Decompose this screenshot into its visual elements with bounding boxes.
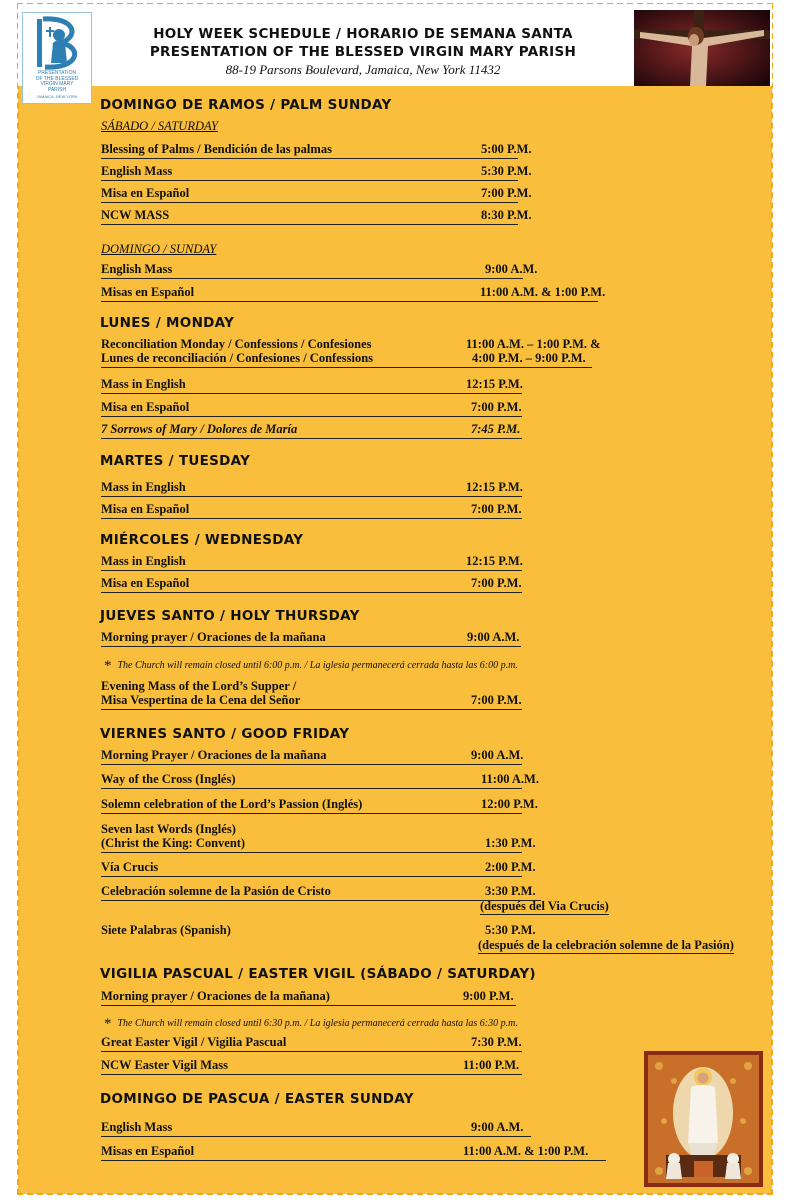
event-name: Mass in English (101, 554, 186, 568)
event-name: English Mass (101, 1120, 173, 1134)
event-name: Seven last Words (Inglés) (101, 822, 236, 836)
note-text: The Church will remain closed until 6:00 p.m. / La iglesia permanecerá cerrada hasta las 6:00 p.m. (117, 660, 518, 671)
event-name: Way of the Cross (Inglés) (101, 772, 236, 786)
schedule-row (101, 400, 522, 417)
event-name: Blessing of Palms / Bendición de las palmas (101, 142, 332, 156)
closure-note (104, 656, 518, 673)
event-name: Misa en Español (101, 186, 190, 200)
event-time: 2:00 P.M. (485, 860, 536, 874)
event-time: 7:00 P.M. (481, 186, 532, 200)
logo-line: OF THE BLESSED (35, 75, 79, 82)
event-name: English Mass (101, 262, 173, 276)
event-name: Lunes de reconciliación / Confesiones / Confessions (101, 351, 374, 365)
event-time: 11:00 A.M. & 1:00 P.M. (480, 285, 606, 299)
event-time: 8:30 P.M. (481, 208, 532, 222)
schedule-row (101, 1120, 531, 1137)
event-time: 5:30 P.M. (481, 164, 532, 178)
event-time: 11:00 A.M. & 1:00 P.M. (463, 1144, 589, 1158)
event-name: Misa en Español (101, 502, 190, 516)
event-time: 12:15 P.M. (466, 554, 523, 568)
sunday-label: DOMINGO / SUNDAY (101, 242, 217, 256)
event-time: 12:15 P.M. (466, 377, 523, 391)
section-title-holy-thursday: JUEVES SANTO / HOLY THURSDAY (100, 608, 360, 624)
logo-line: PARISH (47, 86, 67, 93)
event-name: Evening Mass of the Lord’s Supper / (101, 679, 297, 693)
section-title-tuesday: MARTES / TUESDAY (100, 453, 251, 469)
event-time: 4:00 P.M. – 9:00 P.M. (472, 351, 586, 365)
event-name: Siete Palabras (Spanish) (101, 923, 231, 937)
event-name: English Mass (101, 164, 173, 178)
celebracion-note: (después del Via Crucis) (480, 899, 609, 913)
section-title-wednesday: MIÉRCOLES / WEDNESDAY (100, 532, 304, 548)
event-time: 9:00 A.M. (471, 1120, 524, 1134)
schedule-row (101, 377, 522, 394)
event-time: 3:30 P.M. (485, 884, 536, 898)
event-name: Mass in English (101, 377, 186, 391)
event-name: Reconciliation Monday / Confessions / Confesiones (101, 337, 372, 351)
resurrection-icon-image (644, 1051, 763, 1187)
schedule-row-seven-words (101, 822, 536, 853)
event-time: 11:00 A.M. (481, 772, 539, 786)
event-time: 7:00 P.M. (471, 576, 522, 590)
schedule-row (101, 748, 522, 765)
schedule-row (101, 1058, 522, 1075)
schedule-row-siete (101, 923, 536, 939)
schedule-row (101, 797, 538, 814)
event-time: 1:30 P.M. (485, 836, 536, 850)
event-name: 7 Sorrows of Mary / Dolores de María (101, 422, 298, 436)
event-time: 12:15 P.M. (466, 480, 523, 494)
parish-address: 88-19 Parsons Boulevard, Jamaica, New York 11432 (225, 62, 501, 77)
event-time: 11:00 A.M. – 1:00 P.M. & (466, 337, 601, 351)
event-time: 7:30 P.M. (471, 1035, 522, 1049)
schedule-row-reconciliation (101, 337, 601, 368)
header (18, 4, 772, 99)
section-title-monday: LUNES / MONDAY (100, 315, 235, 331)
schedule-row (101, 554, 522, 571)
logo-line: PRESENTATION (37, 70, 77, 76)
event-name: (Christ the King: Convent) (101, 836, 246, 850)
schedule-row (101, 480, 522, 497)
saturday-label: SÁBADO / SATURDAY (101, 119, 218, 133)
schedule-row (101, 772, 539, 789)
event-time: 9:00 P.M. (463, 989, 514, 1003)
event-name: Misas en Español (101, 1144, 195, 1158)
event-time: 5:00 P.M. (481, 142, 532, 156)
madonna-logo-icon (23, 13, 91, 71)
crucifix-image (634, 10, 770, 86)
schedule-row (101, 630, 521, 647)
event-name: NCW Easter Vigil Mass (101, 1058, 228, 1072)
event-time: 9:00 A.M. (485, 262, 538, 276)
section-title-palm-sunday: DOMINGO DE RAMOS / PALM SUNDAY (100, 97, 392, 113)
schedule-row (101, 1144, 606, 1161)
event-name: Misa en Español (101, 400, 190, 414)
crucifix-icon (634, 10, 770, 86)
schedule-row-celebracion (101, 884, 541, 901)
note-text: The Church will remain closed until 6:30 p.m. / La iglesia permanecerá cerrada hasta las 6:30 p.m. (117, 1018, 518, 1029)
event-time: 11:00 P.M. (463, 1058, 520, 1072)
schedule-title: HOLY WEEK SCHEDULE / HORARIO DE SEMANA SANTA (153, 26, 573, 42)
event-time: 7:45 P.M. (471, 422, 521, 436)
event-time: 5:30 P.M. (485, 923, 536, 937)
event-time: 9:00 A.M. (467, 630, 520, 644)
section-title-good-friday: VIERNES SANTO / GOOD FRIDAY (100, 726, 350, 742)
schedule-row (101, 576, 522, 593)
schedule-row (101, 262, 538, 279)
logo-line: VIRGIN MARY (40, 81, 74, 87)
event-name: Mass in English (101, 480, 186, 494)
event-name: Morning Prayer / Oraciones de la mañana (101, 748, 327, 762)
schedule-row (101, 422, 522, 439)
event-name: Solemn celebration of the Lord’s Passion (Inglés) (101, 797, 363, 811)
event-time: 12:00 P.M. (481, 797, 538, 811)
schedule-row (101, 860, 536, 877)
schedule-row (101, 989, 516, 1006)
schedule-row (101, 142, 532, 159)
asterisk: * (104, 1016, 112, 1032)
logo-text (23, 71, 91, 100)
event-time: 7:00 P.M. (471, 502, 522, 516)
section-title-easter-sunday: DOMINGO DE PASCUA / EASTER SUNDAY (100, 1091, 414, 1107)
resurrection-icon (644, 1051, 763, 1187)
schedule-row (101, 502, 522, 519)
logo-line: JAMAICA, NEW YORK (36, 94, 78, 99)
schedule-row-evening-mass (101, 679, 522, 710)
event-name: Morning prayer / Oraciones de la mañana (101, 630, 326, 644)
event-name: NCW MASS (101, 208, 170, 222)
event-time: 7:00 P.M. (471, 400, 522, 414)
schedule-row (101, 186, 532, 203)
flyer-page (18, 4, 772, 1194)
schedule-row (101, 164, 532, 181)
event-name: Morning prayer / Oraciones de la mañana) (101, 989, 330, 1003)
schedule-row (101, 208, 532, 225)
schedule-row (101, 285, 606, 302)
event-time: 7:00 P.M. (471, 693, 522, 707)
parish-logo (22, 12, 92, 104)
closure-note (104, 1014, 518, 1031)
event-name: Misa en Español (101, 576, 190, 590)
event-name: Celebración solemne de la Pasión de Cristo (101, 884, 331, 898)
section-title-easter-vigil: VIGILIA PASCUAL / EASTER VIGIL (SÁBADO / SATURDAY) (100, 966, 536, 982)
event-name: Misa Vespertina de la Cena del Señor (101, 693, 301, 707)
event-name: Vía Crucis (101, 860, 159, 874)
schedule-row (101, 1035, 522, 1052)
siete-note: (después de la celebración solemne de la Pasión) (478, 938, 734, 952)
event-time: 9:00 A.M. (471, 748, 524, 762)
asterisk: * (104, 658, 112, 674)
event-name: Misas en Español (101, 285, 195, 299)
event-name: Great Easter Vigil / Vigilia Pascual (101, 1035, 287, 1049)
parish-name: PRESENTATION OF THE BLESSED VIRGIN MARY PARISH (149, 44, 577, 60)
